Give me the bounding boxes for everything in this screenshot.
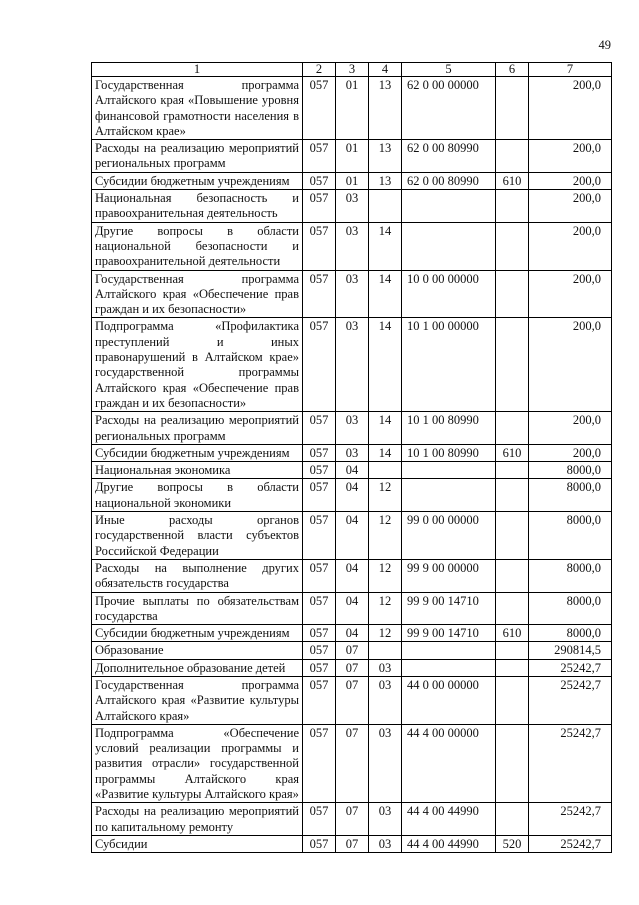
target-article-cell: 62 0 00 80990	[402, 172, 496, 189]
row-name-cell: Субсидии бюджетным учреждениям	[92, 444, 303, 461]
subsection-code-cell: 03	[369, 659, 402, 676]
admin-code-cell: 057	[303, 724, 336, 802]
section-code-cell: 03	[336, 270, 369, 318]
admin-code-cell: 057	[303, 222, 336, 270]
row-name-cell: Подпрограмма «Обеспечение условий реализации программы и развития отрасли» государственной программы Алтайского края «Развитие культуры Алтайского края»	[92, 724, 303, 802]
section-code-cell: 07	[336, 724, 369, 802]
table-row	[92, 270, 612, 318]
amount-cell: 200,0	[529, 412, 612, 445]
admin-code-cell: 057	[303, 318, 336, 412]
table-row	[92, 318, 612, 412]
section-code-cell: 04	[336, 559, 369, 592]
expense-type-cell	[496, 462, 529, 479]
table-row	[92, 77, 612, 140]
table-row	[92, 659, 612, 676]
expense-type-cell	[496, 412, 529, 445]
row-name-cell: Государственная программа Алтайского края «Развитие культуры Алтайского края»	[92, 676, 303, 724]
subsection-code-cell: 13	[369, 77, 402, 140]
section-code-cell: 04	[336, 479, 369, 512]
row-name-cell: Государственная программа Алтайского края «Повышение уровня финансовой грамотности населения в Алтайском крае»	[92, 77, 303, 140]
admin-code-cell: 057	[303, 512, 336, 560]
budget-table-body	[92, 63, 612, 853]
expense-type-cell	[496, 77, 529, 140]
expense-type-cell: 610	[496, 444, 529, 461]
table-row	[92, 412, 612, 445]
amount-cell: 25242,7	[529, 659, 612, 676]
subsection-code-cell: 14	[369, 270, 402, 318]
admin-code-cell: 057	[303, 462, 336, 479]
subsection-code-cell: 12	[369, 559, 402, 592]
subsection-code-cell: 12	[369, 625, 402, 642]
row-name-cell: Субсидии	[92, 835, 303, 852]
amount-cell: 200,0	[529, 222, 612, 270]
table-header-row	[92, 63, 612, 77]
table-row	[92, 172, 612, 189]
admin-code-cell: 057	[303, 479, 336, 512]
expense-type-cell	[496, 222, 529, 270]
amount-cell: 290814,5	[529, 642, 612, 659]
section-code-cell: 03	[336, 444, 369, 461]
table-row	[92, 190, 612, 223]
admin-code-cell: 057	[303, 642, 336, 659]
section-code-cell: 03	[336, 412, 369, 445]
admin-code-cell: 057	[303, 444, 336, 461]
subsection-code-cell: 14	[369, 444, 402, 461]
row-name-cell: Субсидии бюджетным учреждениям	[92, 172, 303, 189]
table-row	[92, 835, 612, 852]
table-row	[92, 559, 612, 592]
section-code-cell: 04	[336, 592, 369, 625]
amount-cell: 200,0	[529, 172, 612, 189]
target-article-cell: 99 9 00 14710	[402, 592, 496, 625]
expense-type-cell	[496, 659, 529, 676]
table-row	[92, 462, 612, 479]
target-article-cell: 10 1 00 80990	[402, 412, 496, 445]
amount-cell: 25242,7	[529, 676, 612, 724]
header-cell-5: 5	[402, 63, 496, 77]
table-row	[92, 625, 612, 642]
target-article-cell: 44 4 00 44990	[402, 835, 496, 852]
subsection-code-cell: 13	[369, 140, 402, 173]
section-code-cell: 03	[336, 318, 369, 412]
row-name-cell: Расходы на реализацию мероприятий региональных программ	[92, 140, 303, 173]
subsection-code-cell: 12	[369, 479, 402, 512]
admin-code-cell: 057	[303, 412, 336, 445]
amount-cell: 25242,7	[529, 724, 612, 802]
admin-code-cell: 057	[303, 592, 336, 625]
table-row	[92, 479, 612, 512]
expense-type-cell: 610	[496, 172, 529, 189]
subsection-code-cell: 03	[369, 724, 402, 802]
section-code-cell: 04	[336, 512, 369, 560]
target-article-cell	[402, 222, 496, 270]
subsection-code-cell: 03	[369, 803, 402, 836]
amount-cell: 8000,0	[529, 559, 612, 592]
row-name-cell: Другие вопросы в области национальной безопасности и правоохранительной деятельности	[92, 222, 303, 270]
header-cell-2: 2	[303, 63, 336, 77]
expense-type-cell	[496, 803, 529, 836]
target-article-cell: 44 0 00 00000	[402, 676, 496, 724]
amount-cell: 8000,0	[529, 512, 612, 560]
amount-cell: 200,0	[529, 270, 612, 318]
expense-type-cell	[496, 479, 529, 512]
admin-code-cell: 057	[303, 803, 336, 836]
expense-type-cell	[496, 559, 529, 592]
row-name-cell: Национальная безопасность и правоохранительная деятельность	[92, 190, 303, 223]
amount-cell: 8000,0	[529, 625, 612, 642]
table-row	[92, 140, 612, 173]
section-code-cell: 07	[336, 803, 369, 836]
row-name-cell: Национальная экономика	[92, 462, 303, 479]
subsection-code-cell: 13	[369, 172, 402, 189]
subsection-code-cell: 12	[369, 592, 402, 625]
target-article-cell	[402, 642, 496, 659]
table-row	[92, 676, 612, 724]
table-row	[92, 222, 612, 270]
expense-type-cell	[496, 512, 529, 560]
target-article-cell: 62 0 00 80990	[402, 140, 496, 173]
expense-type-cell	[496, 140, 529, 173]
amount-cell: 25242,7	[529, 835, 612, 852]
row-name-cell: Другие вопросы в области национальной экономики	[92, 479, 303, 512]
expense-type-cell	[496, 676, 529, 724]
table-row	[92, 803, 612, 836]
budget-table	[91, 62, 612, 853]
expense-type-cell	[496, 270, 529, 318]
admin-code-cell: 057	[303, 676, 336, 724]
admin-code-cell: 057	[303, 77, 336, 140]
table-row	[92, 512, 612, 560]
target-article-cell: 99 9 00 00000	[402, 559, 496, 592]
target-article-cell: 10 0 00 00000	[402, 270, 496, 318]
subsection-code-cell: 03	[369, 835, 402, 852]
table-row	[92, 724, 612, 802]
row-name-cell: Образование	[92, 642, 303, 659]
expense-type-cell	[496, 318, 529, 412]
subsection-code-cell: 14	[369, 412, 402, 445]
section-code-cell: 07	[336, 676, 369, 724]
admin-code-cell: 057	[303, 172, 336, 189]
table-row	[92, 642, 612, 659]
row-name-cell: Субсидии бюджетным учреждениям	[92, 625, 303, 642]
amount-cell: 200,0	[529, 444, 612, 461]
header-cell-1: 1	[92, 63, 303, 77]
row-name-cell: Государственная программа Алтайского края «Обеспечение прав граждан и их безопасности»	[92, 270, 303, 318]
admin-code-cell: 057	[303, 559, 336, 592]
amount-cell: 200,0	[529, 318, 612, 412]
section-code-cell: 01	[336, 77, 369, 140]
admin-code-cell: 057	[303, 190, 336, 223]
expense-type-cell: 520	[496, 835, 529, 852]
header-cell-3: 3	[336, 63, 369, 77]
target-article-cell: 99 9 00 14710	[402, 625, 496, 642]
table-row	[92, 444, 612, 461]
target-article-cell: 44 4 00 00000	[402, 724, 496, 802]
row-name-cell: Расходы на реализацию мероприятий региональных программ	[92, 412, 303, 445]
target-article-cell	[402, 659, 496, 676]
expense-type-cell	[496, 724, 529, 802]
target-article-cell	[402, 190, 496, 223]
section-code-cell: 07	[336, 659, 369, 676]
target-article-cell	[402, 479, 496, 512]
expense-type-cell: 610	[496, 625, 529, 642]
row-name-cell: Расходы на реализацию мероприятий по капитальному ремонту	[92, 803, 303, 836]
section-code-cell: 07	[336, 835, 369, 852]
subsection-code-cell	[369, 642, 402, 659]
admin-code-cell: 057	[303, 270, 336, 318]
row-name-cell: Расходы на выполнение других обязательств государства	[92, 559, 303, 592]
row-name-cell: Иные расходы органов государственной власти субъектов Российской Федерации	[92, 512, 303, 560]
target-article-cell: 10 1 00 00000	[402, 318, 496, 412]
target-article-cell: 10 1 00 80990	[402, 444, 496, 461]
amount-cell: 200,0	[529, 77, 612, 140]
amount-cell: 200,0	[529, 190, 612, 223]
expense-type-cell	[496, 190, 529, 223]
page-number: 49	[598, 38, 611, 52]
section-code-cell: 01	[336, 140, 369, 173]
row-name-cell: Прочие выплаты по обязательствам государства	[92, 592, 303, 625]
amount-cell: 8000,0	[529, 462, 612, 479]
table-row	[92, 592, 612, 625]
admin-code-cell: 057	[303, 625, 336, 642]
section-code-cell: 04	[336, 625, 369, 642]
header-cell-7: 7	[529, 63, 612, 77]
admin-code-cell: 057	[303, 140, 336, 173]
amount-cell: 200,0	[529, 140, 612, 173]
section-code-cell: 01	[336, 172, 369, 189]
amount-cell: 8000,0	[529, 592, 612, 625]
target-article-cell: 62 0 00 00000	[402, 77, 496, 140]
section-code-cell: 03	[336, 190, 369, 223]
amount-cell: 25242,7	[529, 803, 612, 836]
subsection-code-cell: 12	[369, 512, 402, 560]
target-article-cell: 99 0 00 00000	[402, 512, 496, 560]
target-article-cell: 44 4 00 44990	[402, 803, 496, 836]
expense-type-cell	[496, 592, 529, 625]
subsection-code-cell	[369, 190, 402, 223]
target-article-cell	[402, 462, 496, 479]
header-cell-6: 6	[496, 63, 529, 77]
header-cell-4: 4	[369, 63, 402, 77]
subsection-code-cell: 14	[369, 222, 402, 270]
subsection-code-cell: 14	[369, 318, 402, 412]
admin-code-cell: 057	[303, 659, 336, 676]
section-code-cell: 07	[336, 642, 369, 659]
section-code-cell: 03	[336, 222, 369, 270]
subsection-code-cell: 03	[369, 676, 402, 724]
row-name-cell: Дополнительное образование детей	[92, 659, 303, 676]
admin-code-cell: 057	[303, 835, 336, 852]
section-code-cell: 04	[336, 462, 369, 479]
subsection-code-cell	[369, 462, 402, 479]
expense-type-cell	[496, 642, 529, 659]
amount-cell: 8000,0	[529, 479, 612, 512]
row-name-cell: Подпрограмма «Профилактика преступлений и иных правонарушений в Алтайском крае» государственной программы Алтайского края «Обеспечение прав граждан и их безопасности»	[92, 318, 303, 412]
